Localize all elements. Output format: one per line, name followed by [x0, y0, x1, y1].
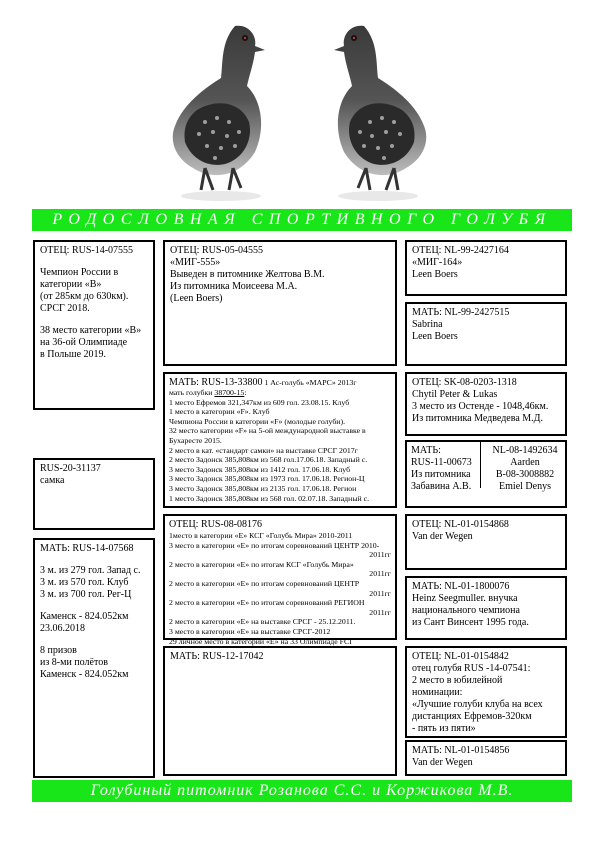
fm-mother-line: Из питомника	[411, 469, 471, 480]
father-line: категории «В»	[40, 279, 102, 290]
maternal-grandmother-box	[163, 646, 397, 776]
ff-mother-box	[405, 302, 567, 366]
pigeon-right-image	[322, 18, 434, 204]
mother-line: 3 м. из 279 гол. Запад с.	[40, 565, 141, 576]
fm-mother-parent-ring: B-08-3008882	[495, 469, 555, 480]
fm-father-box	[405, 372, 567, 436]
mother-of-text: мать голубки	[169, 388, 215, 397]
ff-mother-line: Sabrina	[412, 319, 443, 330]
pedigree-title: РОДОСЛОВНАЯ СПОРТИВНОГО ГОЛУБЯ	[52, 211, 552, 228]
mother-line: Каменск - 824.052км	[40, 611, 129, 622]
subject-box	[33, 458, 155, 530]
mm-father-box	[405, 646, 567, 738]
mm-father-line: 2 место в юбилейной	[412, 675, 503, 686]
paternal-grandmother-box	[163, 372, 397, 508]
paternal-grandfather-line: «МИГ-555»	[170, 257, 221, 268]
fm-mother-right	[485, 445, 565, 493]
maternal-grandfather-box	[163, 514, 397, 646]
paternal-grandmother-title: 1 Ас-голубь «МАРС» 2013г	[262, 378, 357, 387]
result-line: 3 место Задонск 385,808км из 1412 гол. 17.06.18. Клуб	[169, 464, 351, 474]
pedigree-title-banner	[32, 209, 572, 231]
mf-mother-label: МАТЬ: NL-01-1800076	[412, 581, 510, 592]
father-line: Чемпион России в	[40, 267, 119, 278]
mm-mother-box	[405, 740, 567, 776]
result-line: 2 место в категории «Е» по итогам соревнований ЦЕНТР	[169, 578, 360, 588]
ff-father-label: ОТЕЦ: NL-99-2427164	[412, 245, 509, 256]
result-line: 3 место в категории «Е» на выставке СРСГ-2012	[169, 626, 331, 636]
result-line: 2 место Задонск 385,808км из 568 гол.17.06.18. Западный с.	[169, 455, 368, 465]
ff-father-line: «МИГ-164»	[412, 257, 463, 268]
result-year: 2011гг	[369, 588, 391, 598]
mm-father-label: ОТЕЦ: NL-01-0154842	[412, 651, 509, 662]
mm-father-line: «Лучшие голуби клуба на всех	[412, 699, 543, 710]
fm-mother-line: Забавина А.В.	[411, 481, 472, 492]
mm-mother-label: МАТЬ: NL-01-0154856	[412, 745, 510, 756]
mm-father-line: номинации:	[412, 687, 463, 698]
fm-mother-parent-ring: NL-08-1492634	[492, 445, 558, 456]
mother-line: из 8-ми полётов	[40, 657, 108, 668]
mm-father-line: дистанциях Ефремов-320км	[412, 711, 532, 722]
mm-father-line: отец голубя RUS -14-07541:	[412, 663, 531, 674]
mother-box	[33, 538, 155, 778]
mother-of-ring: 38700-15	[214, 388, 245, 397]
result-year: 2011гг	[369, 569, 391, 579]
result-line: 32 место категории «F» на 5-ой международной выставке в	[169, 426, 366, 436]
ff-father-box	[405, 240, 567, 296]
subject-sex: самка	[40, 475, 65, 486]
result-line: 3 место Задонск 385,808км из 1973 гол. 17.06.18. Регион-Ц	[169, 474, 365, 484]
result-line: 29 личное место в категории «Е» на 33 Олимпиаде FCI	[169, 636, 352, 646]
mf-mother-line: национального чемпиона	[412, 605, 520, 616]
maternal-grandmother-label: МАТЬ: RUS-12-17042	[170, 651, 264, 662]
paternal-grandfather-line: Выведен в питомнике Желтова В.М.	[170, 269, 325, 280]
result-line: 2 место в категории «Е» по итогам соревнований РЕГИОН	[169, 598, 365, 608]
result-line: 1 место Задонск 385,808км из 568 гол. 02.07.18. Западный с.	[169, 493, 370, 503]
paternal-grandfather-label: ОТЕЦ: RUS-05-04555	[170, 245, 264, 256]
mother-line: 3 м. из 570 гол. Клуб	[40, 577, 129, 588]
ff-father-line: Leen Boers	[412, 269, 458, 280]
mf-father-line: Van der Wegen	[412, 531, 473, 542]
result-year: 2011гг	[369, 607, 391, 617]
mother-line: Каменск - 824.052км	[40, 669, 129, 680]
result-line: 2 место в категории «Е» на выставке СРСГ - 25.12.2011.	[169, 617, 356, 627]
father-label: ОТЕЦ: RUS-14-07555	[40, 245, 134, 256]
mother-line: 23.06.2018	[40, 623, 85, 634]
fm-mother-divider	[480, 442, 481, 488]
result-line: 1 место Ефремов 321,347км из 609 гол. 23.08.15. Клуб	[169, 397, 350, 407]
fm-father-line: Из питомника Медведева М.Д.	[412, 413, 543, 424]
fm-father-line: Chytil Peter & Lukas	[412, 389, 498, 400]
mother-line: 8 призов	[40, 645, 77, 656]
breeder-footer-text: Голубиный питомник Розанова С.С. и Коржикова М.В.	[90, 782, 514, 799]
result-line: 2 место в кат. «стандарт самки» на выставке СРСГ 2017г	[169, 445, 358, 455]
result-year: 2011гг	[369, 550, 391, 560]
result-line: 3 место Задонск 385,808км из 2135 гол. 17.06.18. Регион	[169, 483, 357, 493]
mm-father-line: - пять из пяти»	[412, 723, 476, 734]
paternal-grandfather-line: (Leen Boers)	[170, 293, 223, 304]
result-line: 1место в категории «Е» КСГ «Голубь Мира» 2010-2011	[169, 531, 353, 540]
subject-ring: RUS-20-31137	[40, 463, 101, 474]
paternal-grandmother-mother-of	[169, 388, 391, 398]
fm-mother-ring: RUS-11-00673	[411, 457, 472, 468]
ff-mother-label: МАТЬ: NL-99-2427515	[412, 307, 510, 318]
pigeon-left-image	[165, 18, 277, 204]
fm-father-label: ОТЕЦ: SK-08-0203-1318	[412, 377, 517, 388]
father-line: СРСГ 2018.	[40, 303, 90, 314]
fm-mother-parent-breeder: Aarden	[510, 457, 540, 468]
father-line: на 36-ой Олимпиаде	[40, 337, 128, 348]
fm-father-line: 3 место из Остенде - 1048,46км.	[412, 401, 549, 412]
mother-of-end: :	[244, 388, 247, 397]
paternal-grandfather-box	[163, 240, 397, 366]
father-line: (от 285км до 630км).	[40, 291, 129, 302]
result-line: 1 место в категории «F». Клуб	[169, 407, 270, 417]
mf-mother-line: Heinz Seegmuller. внучка	[412, 593, 518, 604]
father-box	[33, 240, 155, 410]
mf-mother-line: из Сант Винсент 1995 года.	[412, 617, 529, 628]
mm-mother-line: Van der Wegen	[412, 757, 473, 768]
result-line: 3 место в категории «Е» по итогам соревнований ЦЕНТР 2010-	[169, 540, 380, 550]
result-line: 2 место в категории «Е» по итогам КСГ «Голубь Мира»	[169, 559, 354, 569]
maternal-grandfather-label: ОТЕЦ: RUS-08-08176	[169, 519, 263, 530]
result-line: Чемпиона России в категории «F» (молодые голуби).	[169, 416, 346, 426]
father-line: в Польше 2019.	[40, 349, 107, 360]
paternal-grandmother-label: МАТЬ: RUS-13-33800	[169, 377, 263, 388]
mother-label: МАТЬ: RUS-14-07568	[40, 543, 134, 554]
mf-mother-box	[405, 576, 567, 640]
paternal-grandfather-line: Из питомника Моисеева М.А.	[170, 281, 298, 292]
fm-mother-label: МАТЬ:	[411, 445, 441, 456]
fm-mother-box	[405, 440, 567, 508]
breeder-footer-banner	[32, 780, 572, 802]
fm-mother-left	[411, 445, 481, 493]
fm-mother-parent-breeder: Emiel Denys	[499, 481, 551, 492]
result-line: Бухаресте 2015.	[169, 435, 222, 445]
father-line: 38 место категории «В»	[40, 325, 142, 336]
ff-mother-line: Leen Boers	[412, 331, 458, 342]
paternal-grandmother-header	[169, 377, 391, 388]
mf-father-label: ОТЕЦ: NL-01-0154868	[412, 519, 509, 530]
mother-line: 3 м. из 700 гол. Рег-Ц	[40, 589, 132, 600]
mf-father-box	[405, 514, 567, 570]
